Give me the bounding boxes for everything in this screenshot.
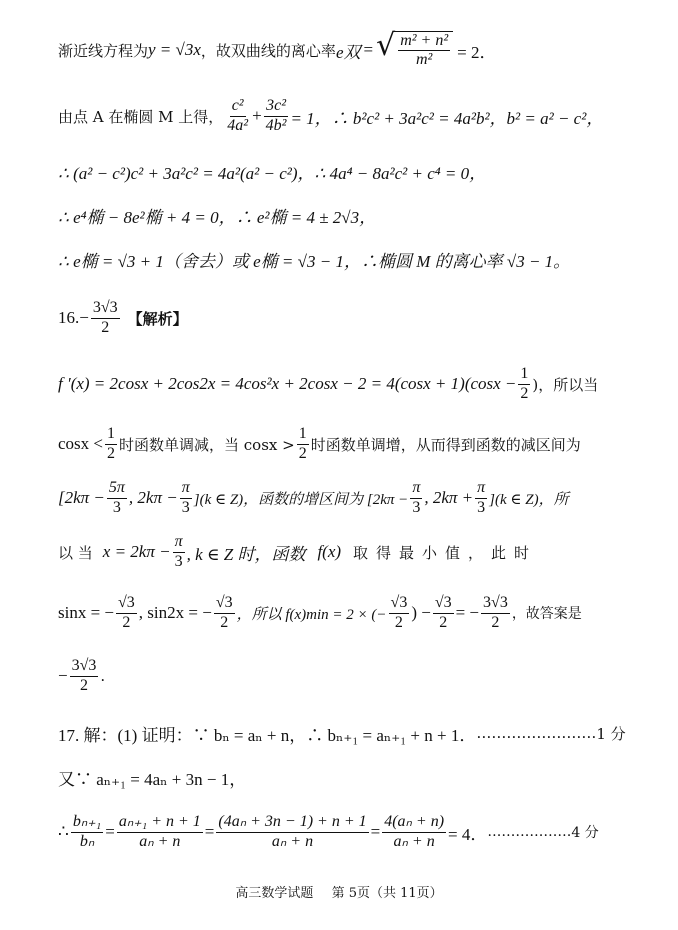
numerator: √3 bbox=[433, 594, 454, 613]
formula: x = 2kπ − bbox=[102, 542, 171, 561]
numerator: 5π bbox=[107, 479, 127, 498]
text-line-12 bbox=[58, 652, 638, 700]
problem-16-answer bbox=[58, 296, 638, 340]
denominator: 3 bbox=[181, 498, 190, 516]
numerator: π bbox=[410, 479, 422, 498]
denominator: 2 bbox=[101, 318, 110, 336]
formula: ](k ∈ Z)，所 bbox=[489, 491, 569, 508]
formula: = bbox=[105, 822, 115, 841]
numerator: 3√3 bbox=[91, 299, 120, 318]
text: 取得最小值，此时 bbox=[353, 543, 538, 562]
denominator: m² bbox=[416, 51, 433, 68]
formula: = 1，∴ b²c² + 3a²c² = 4a²b²，b² = a² − c²， bbox=[290, 108, 604, 128]
numerator: 4(aₙ + n) bbox=[382, 813, 446, 832]
page-number: 第 5页（共 11页） bbox=[331, 886, 443, 901]
denominator: 2 bbox=[394, 613, 403, 631]
numerator: c² bbox=[230, 97, 246, 116]
numerator: 3√3 bbox=[70, 657, 99, 676]
text: 由点 A 在椭圆 M 上得， bbox=[58, 107, 224, 126]
denominator: 2 bbox=[79, 676, 88, 694]
formula: ∴ (a² − c²)c² + 3a²c² = 4a²(a² − c²)，∴ 4a⁴ − 8a²c² + c⁴ = 0， bbox=[58, 163, 487, 183]
score: 4 分 bbox=[571, 825, 599, 841]
denominator: 2 bbox=[122, 613, 131, 631]
denominator: 4a² bbox=[227, 116, 249, 134]
formula: e双 bbox=[335, 42, 361, 62]
denominator: 3 bbox=[412, 498, 421, 516]
formula: , 2kπ + bbox=[424, 488, 474, 507]
text-line-3 bbox=[58, 158, 638, 184]
numerator: π bbox=[475, 479, 487, 498]
denominator: 2 bbox=[520, 384, 529, 402]
problem-17-line bbox=[58, 720, 638, 746]
text-line-7 bbox=[58, 360, 638, 408]
text: . bbox=[100, 667, 106, 685]
denominator: 3 bbox=[174, 552, 183, 570]
text: ，故双曲线的离心率 bbox=[200, 41, 336, 60]
score: 1 分 bbox=[596, 724, 626, 743]
denominator: 3 bbox=[112, 498, 121, 516]
text: 时函数单调增，从而得到函数的减区间为 bbox=[310, 435, 581, 454]
formula: sinx = − bbox=[58, 603, 115, 622]
dot-leader: ……………… bbox=[487, 824, 572, 840]
numerator: (4aₙ + 3n − 1) + n + 1 bbox=[216, 813, 368, 832]
text-line-8 bbox=[58, 422, 638, 466]
formula: cosx < bbox=[58, 434, 103, 453]
text-line-2: 由点 A 在椭圆 M 上得， $\frac{\text{c²}}{\text{4a²}}$ + $\frac{\text{3c²}}{\text{4b²}}$ = 1，∴ b²c² + 3a²c² = 4a²b²，b² = a² − c²， bbox=[58, 97, 604, 134]
formula: y = √3x bbox=[148, 40, 201, 59]
numerator: √3 bbox=[214, 594, 235, 613]
numerator: 3√3 bbox=[481, 594, 510, 613]
denominator: 2 bbox=[439, 613, 448, 631]
formula: ∴ bbox=[58, 822, 69, 841]
denominator: 3 bbox=[477, 498, 486, 516]
formula: = 4． bbox=[448, 824, 488, 844]
numerator: 1 bbox=[297, 425, 309, 444]
denominator: 4b² bbox=[265, 116, 287, 134]
formula: ) − bbox=[411, 603, 431, 622]
analysis-tag: 【解析】 bbox=[127, 309, 188, 328]
formula: = bbox=[204, 822, 215, 841]
formula: ∴ e⁴椭 − 8e²椭 + 4 = 0，∴ e²椭 = 4 ± 2√3， bbox=[58, 207, 377, 227]
page-footer bbox=[0, 882, 678, 901]
formula: ](k ∈ Z)，函数的增区间为 [2kπ − bbox=[193, 491, 409, 508]
dot-leader: …………………… bbox=[476, 724, 597, 742]
text: 以 当 bbox=[58, 543, 93, 562]
text-line-4 bbox=[58, 202, 638, 228]
numerator: 1 bbox=[105, 425, 117, 444]
formula: , 2kπ − bbox=[128, 488, 178, 507]
formula: 又∵ aₙ₊₁ = 4aₙ + 3n − 1， bbox=[58, 769, 247, 789]
formula: [2kπ − bbox=[58, 488, 105, 507]
denominator: aₙ + n bbox=[393, 832, 435, 850]
numerator: π bbox=[173, 533, 185, 552]
formula: ，所以 f(x)min = 2 × (− bbox=[236, 606, 387, 623]
text-line-1: 渐近线方程为 y = √3x ，故双曲线的离心率 e双 = √ $\frac{\text{m² + n²}}{\text{m²}}$ = 2． bbox=[58, 27, 497, 68]
denominator: aₙ + n bbox=[271, 832, 314, 850]
numerator: m² + n² bbox=[398, 32, 450, 51]
denominator: 2 bbox=[107, 444, 115, 462]
formula: = − bbox=[455, 603, 480, 622]
denominator: 2 bbox=[220, 613, 229, 631]
problem-number: 16.− bbox=[58, 308, 89, 327]
numerator: bₙ₊₁ bbox=[71, 813, 103, 832]
formula: = 2． bbox=[457, 42, 497, 62]
denominator: 2 bbox=[491, 613, 500, 631]
numerator: √3 bbox=[116, 594, 137, 613]
formula: − bbox=[58, 666, 68, 685]
text-line-14 bbox=[58, 764, 638, 790]
numerator: aₙ₊₁ + n + 1 bbox=[117, 813, 203, 832]
denominator: 2 bbox=[298, 444, 307, 462]
text-line-9 bbox=[58, 474, 638, 522]
denominator: aₙ + n bbox=[139, 832, 181, 850]
formula: , sin2x = − bbox=[138, 603, 212, 622]
text: )，所以当 bbox=[532, 375, 599, 394]
text: 时函数单调减，当 cosx > bbox=[119, 435, 295, 454]
denominator: bₙ bbox=[79, 832, 95, 850]
text-line-10 bbox=[58, 528, 638, 576]
text: 渐近线方程为 bbox=[58, 41, 149, 60]
text-line-11 bbox=[58, 588, 638, 638]
formula: f ′(x) = 2cosx + 2cos2x = 4cos²x + 2cosx − 2 = 4(cosx + 1)(cosx − bbox=[58, 374, 517, 393]
numerator: √3 bbox=[389, 594, 410, 613]
sqrt-expression: √ $\frac{\text{m² + n²}}{\text{m²}}$ bbox=[376, 31, 453, 70]
formula: f(x) bbox=[317, 542, 342, 561]
numerator: π bbox=[180, 479, 192, 498]
formula: , k ∈ Z 时，函数 bbox=[186, 544, 306, 564]
footer-title: 高三数学试题 bbox=[235, 886, 314, 901]
formula: ∴ e椭 = √3 + 1（舍去）或 e椭 = √3 − 1，∴椭圆 M 的离心率 √3 − 1。 bbox=[58, 251, 571, 271]
formula: = bbox=[370, 822, 381, 841]
numerator: 1 bbox=[518, 365, 530, 384]
text-line-15 bbox=[58, 808, 638, 856]
text: ，故答案是 bbox=[511, 606, 582, 622]
numerator: 3c² bbox=[264, 97, 288, 116]
formula: 17. 解：(1) 证明：∵ bₙ = aₙ + n，∴ bₙ₊₁ = aₙ₊₁ + n + 1． bbox=[58, 725, 477, 745]
text-line-5 bbox=[58, 246, 638, 272]
